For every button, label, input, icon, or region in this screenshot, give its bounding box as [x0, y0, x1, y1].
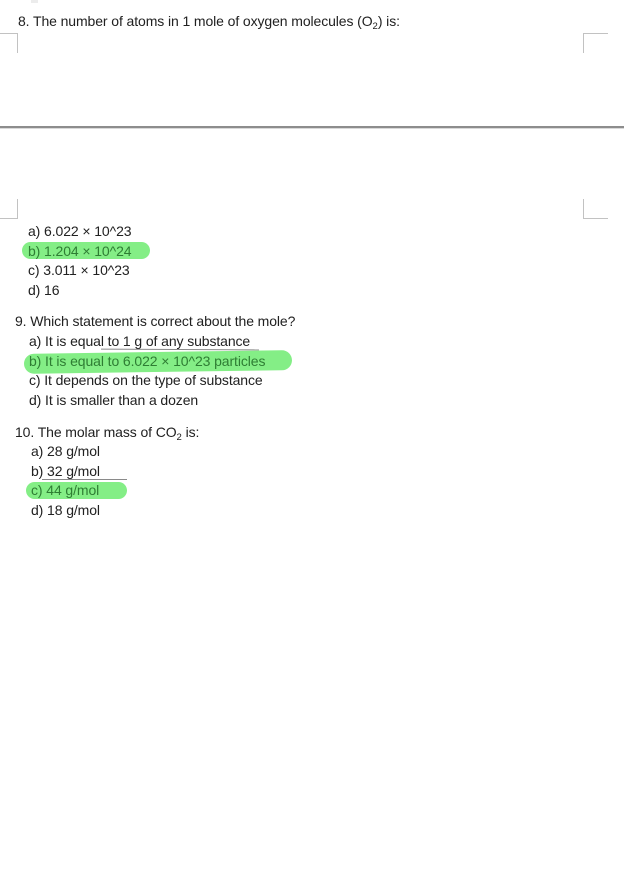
question-10-title — [15, 423, 199, 444]
question-9-options — [29, 332, 265, 410]
question-10-options — [31, 442, 100, 520]
question-10-title-text: 10. The molar mass of CO — [15, 424, 177, 440]
question-9-title — [15, 312, 295, 330]
question-9-title-text: 9. Which statement is correct about the mole? — [15, 313, 296, 329]
option-q10-b: b) 32 g/mol — [31, 462, 100, 479]
question-8-title-text: 8. The number of atoms in 1 mole of oxygen molecules (O — [18, 13, 373, 29]
cut-off-text-fragment — [31, 0, 38, 3]
option-q10-c: c) 44 g/mol — [31, 482, 100, 499]
page-break-divider-shadow — [0, 128, 624, 129]
option-q8-c: c) 3.011 × 10^23 — [28, 262, 130, 279]
option-q9-a: a) It is equal to 1 g of any substance — [29, 333, 251, 349]
option-q10-a: a) 28 g/mol — [31, 443, 100, 459]
page-corner-mark-mid-right — [583, 199, 608, 219]
question-10-title-text-end: is: — [181, 424, 200, 440]
subscript: 2 — [372, 21, 378, 32]
option-q9-b: b) It is equal to 6.022 × 10^23 particles — [29, 352, 266, 369]
question-8-title-text-end: ) is: — [377, 13, 400, 29]
option-q10-d: d) 18 g/mol — [31, 501, 100, 518]
option-q9-d: d) It is smaller than a dozen — [29, 391, 199, 408]
page-corner-mark-mid-left — [0, 199, 18, 219]
question-8-options — [28, 222, 131, 300]
option-q8-b: b) 1.204 × 10^24 — [28, 242, 132, 259]
question-8-title — [18, 12, 400, 33]
option-q8-a: a) 6.022 × 10^23 — [28, 223, 132, 239]
option-q9-c: c) It depends on the type of substance — [29, 372, 263, 389]
page-corner-mark-top-left — [0, 33, 18, 53]
page-corner-mark-top-right — [583, 33, 608, 53]
subscript: 2 — [176, 432, 182, 443]
option-q8-d: d) 16 — [28, 281, 60, 298]
